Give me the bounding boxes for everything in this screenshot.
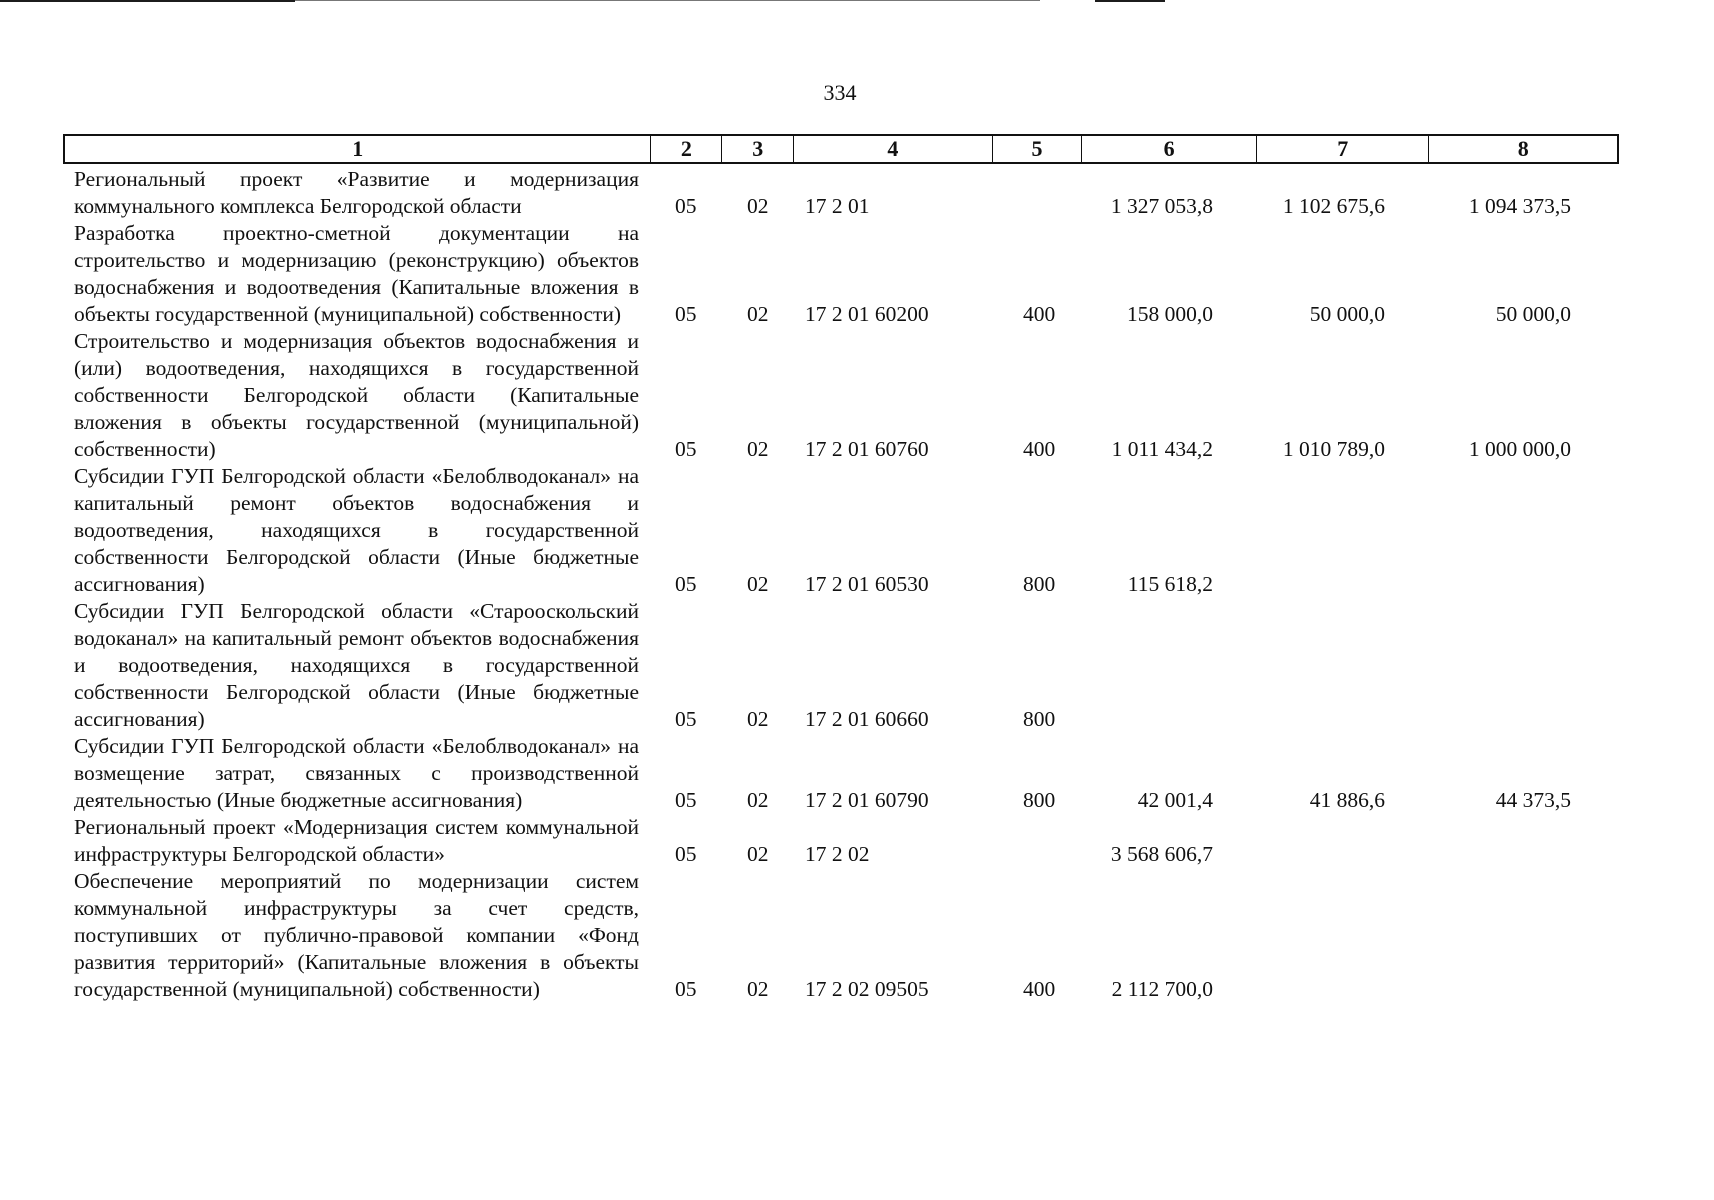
row-description: Обеспечение мероприятий по модернизации систем коммунальной инфраструктуры за счет средств, поступивших от публично-правовой компании «Фонд развития территорий» (Капитальные вложения в объекты государственной (муниципальной) собственности) — [74, 869, 639, 1001]
cell-section: 05 — [675, 194, 697, 218]
cell-amount-year-3: 1 094 373,5 — [1468, 194, 1571, 218]
cell-amount-year-2: 41 886,6 — [1309, 788, 1385, 812]
cell-subsection: 02 — [747, 788, 769, 812]
cell-target-code: 17 2 01 60200 — [805, 302, 929, 326]
column-header: 3 — [722, 136, 794, 162]
column-header: 1 — [65, 136, 651, 162]
cell-amount-year-1: 1 011 434,2 — [1111, 437, 1213, 461]
cell-amount-year-1: 115 618,2 — [1127, 572, 1213, 596]
cell-amount-year-3: 50 000,0 — [1495, 302, 1571, 326]
cell-expense-type: 400 — [1023, 437, 1056, 461]
cell-subsection: 02 — [747, 437, 769, 461]
cell-amount-year-1: 158 000,0 — [1127, 302, 1213, 326]
row-description: Строительство и модернизация объектов водоснабжения и (или) водоотведения, находящихся в государственной собственности Белгородской области (Капитальные вложения в объекты государственной (муниципальной) собственности) — [74, 329, 639, 461]
table-row — [63, 166, 1619, 220]
page-number: 334 — [823, 80, 857, 105]
table-row — [63, 328, 1619, 463]
column-header: 6 — [1082, 136, 1257, 162]
cell-subsection: 02 — [747, 707, 769, 731]
column-header: 7 — [1257, 136, 1430, 162]
cell-amount-year-3: 44 373,5 — [1495, 788, 1571, 812]
cell-section: 05 — [675, 977, 697, 1001]
cell-amount-year-1: 42 001,4 — [1137, 788, 1213, 812]
cell-amount-year-2: 1 102 675,6 — [1282, 194, 1385, 218]
row-description: Субсидии ГУП Белгородской области «Белоблводоканал» на возмещение затрат, связанных с производственной деятельностью (Иные бюджетные ассигнования) — [74, 734, 639, 812]
cell-subsection: 02 — [747, 302, 769, 326]
cell-expense-type: 800 — [1023, 572, 1056, 596]
top-scan-edge-line — [1095, 0, 1165, 2]
cell-target-code: 17 2 01 — [805, 194, 870, 218]
top-scan-edge-line — [0, 0, 295, 2]
column-header: 4 — [794, 136, 992, 162]
top-scan-edge-line — [295, 0, 1040, 1]
cell-target-code: 17 2 02 09505 — [805, 977, 929, 1001]
cell-amount-year-2: 50 000,0 — [1309, 302, 1385, 326]
cell-subsection: 02 — [747, 842, 769, 866]
cell-section: 05 — [675, 572, 697, 596]
table-row — [63, 733, 1619, 814]
cell-section: 05 — [675, 788, 697, 812]
column-header: 5 — [993, 136, 1083, 162]
column-header: 2 — [651, 136, 722, 162]
cell-target-code: 17 2 02 — [805, 842, 870, 866]
row-description: Региональный проект «Развитие и модернизация коммунального комплекса Белгородской области — [74, 167, 639, 218]
table-row — [63, 220, 1619, 328]
row-description: Субсидии ГУП Белгородской области «Старооскольский водоканал» на капитальный ремонт объектов водоснабжения и водоотведения, находящихся в государственной собственности Белгородской области (Иные бюджетные ассигнования) — [74, 599, 639, 731]
row-description: Региональный проект «Модернизация систем коммунальной инфраструктуры Белгородской области» — [74, 815, 639, 866]
cell-section: 05 — [675, 707, 697, 731]
cell-subsection: 02 — [747, 194, 769, 218]
row-description: Субсидии ГУП Белгородской области «Белоблводоканал» на капитальный ремонт объектов водоснабжения и водоотведения, находящихся в государственной собственности Белгородской области (Иные бюджетные ассигнования) — [74, 464, 639, 596]
cell-section: 05 — [675, 842, 697, 866]
cell-target-code: 17 2 01 60790 — [805, 788, 929, 812]
table-row — [63, 598, 1619, 733]
cell-amount-year-1: 3 568 606,7 — [1110, 842, 1213, 866]
column-header: 8 — [1517, 136, 1529, 161]
cell-subsection: 02 — [747, 977, 769, 1001]
cell-expense-type: 800 — [1023, 707, 1056, 731]
budget-table-body — [63, 166, 1619, 1003]
cell-amount-year-1: 2 112 700,0 — [1111, 977, 1213, 1001]
cell-amount-year-1: 1 327 053,8 — [1110, 194, 1213, 218]
cell-subsection: 02 — [747, 572, 769, 596]
table-header — [63, 134, 1619, 164]
row-description: Разработка проектно-сметной документации на строительство и модернизацию (реконструкцию) объектов водоснабжения и водоотведения (Капитальные вложения в объекты государственной (муниципальной) собственности) — [74, 221, 639, 326]
cell-expense-type: 400 — [1023, 977, 1056, 1001]
cell-amount-year-2: 1 010 789,0 — [1282, 437, 1385, 461]
cell-section: 05 — [675, 437, 697, 461]
cell-target-code: 17 2 01 60530 — [805, 572, 929, 596]
cell-amount-year-3: 1 000 000,0 — [1468, 437, 1571, 461]
cell-target-code: 17 2 01 60660 — [805, 707, 929, 731]
cell-expense-type: 400 — [1023, 302, 1056, 326]
cell-expense-type: 800 — [1023, 788, 1056, 812]
table-row — [63, 814, 1619, 868]
cell-section: 05 — [675, 302, 697, 326]
table-row — [63, 868, 1619, 1003]
cell-target-code: 17 2 01 60760 — [805, 437, 929, 461]
table-row — [63, 463, 1619, 598]
